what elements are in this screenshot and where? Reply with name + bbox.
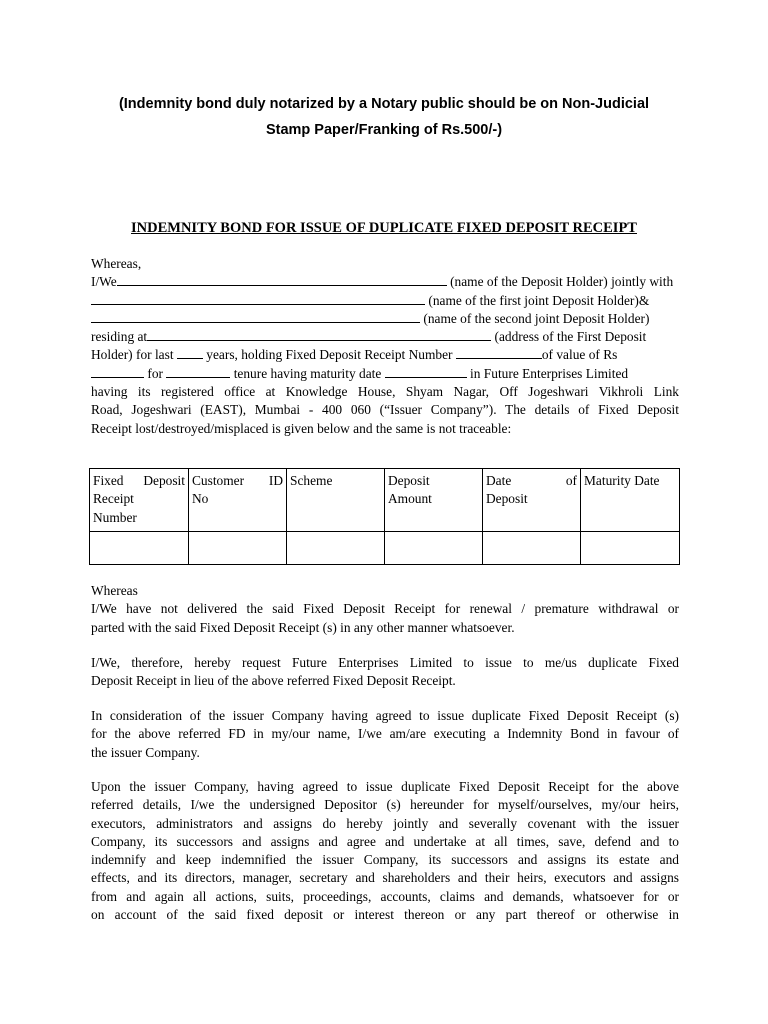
intro-line-lost: Receipt lost/destroyed/misplaced is given below and the same is not traceable:	[91, 420, 512, 436]
header-deposit-amount: Deposit Amount	[385, 469, 483, 532]
notarization-notice-line-1: (Indemnity bond duly notarized by a Notary public should be on Non-Judicial	[118, 96, 650, 112]
in-future-label: in Future Enterprises Limited	[470, 365, 629, 381]
years-blank[interactable]	[177, 346, 203, 359]
receipt-number-blank[interactable]	[456, 346, 542, 359]
cell-deposit-amount[interactable]	[385, 532, 483, 565]
intro-line-address	[91, 328, 679, 346]
second-joint-holder-blank[interactable]	[91, 310, 420, 323]
header-date-of-deposit: Date of Deposit	[483, 469, 581, 532]
iwe-label: I/We	[91, 274, 117, 290]
first-joint-holder-blank[interactable]	[91, 292, 425, 305]
intro-line-tenure	[91, 365, 679, 383]
maturity-date-blank[interactable]	[385, 365, 467, 378]
document-title-text: INDEMNITY BOND FOR ISSUE OF DUPLICATE FIXED DEPOSIT RECEIPT	[131, 220, 637, 236]
paragraph-request-duplicate	[91, 654, 679, 691]
address-label: (address of the First Deposit	[494, 329, 647, 345]
intro-line-deposit-holder	[91, 273, 679, 291]
para1-line-1: Whereas	[91, 583, 138, 598]
para1-line-2: I/We have not delivered the said Fixed Deposit Receipt for renewal / premature withdrawal or	[91, 601, 679, 617]
para4-line-8: on account of the said fixed deposit or interest thereon or any part thereof or otherwise in	[91, 907, 679, 923]
para4-line-6: effects, and its directors, manager, secretary and shareholders and their heirs, executors and assigns	[91, 870, 679, 886]
intro-section	[91, 255, 679, 438]
para3-line-1: In consideration of the issuer Company having agreed to issue duplicate Fixed Deposit Receipt (s)	[91, 708, 679, 723]
intro-line-second-joint	[91, 310, 679, 328]
para3-line-2: for the above referred FD in my/our name, I/we am/are executing a Indemnity Bond in favour of	[91, 726, 679, 742]
years-holding-label: years, holding Fixed Deposit Receipt Number	[206, 347, 453, 363]
tenure-label: tenure having maturity date	[233, 365, 382, 381]
header-maturity-date: Maturity Date	[581, 469, 680, 532]
para4-line-3: executors, administrators and assigns do hereby jointly and severally covenant with the issuer	[91, 815, 679, 831]
header-fd-receipt-number: Fixed Deposit Receipt Number	[90, 469, 189, 532]
para3-line-3: the issuer Company.	[91, 744, 200, 760]
intro-line-office: having its registered office at Knowledge House, Shyam Nagar, Off Jogeshwari Vikhroli Link	[91, 384, 679, 400]
deposit-holder-label: (name of the Deposit Holder) jointly with	[450, 274, 674, 290]
tenure-blank[interactable]	[166, 365, 230, 378]
for-label: for	[147, 365, 163, 381]
para4-line-7: from and again all actions, suits, proceedings, accounts, claims and demands, whatsoever for or	[91, 888, 679, 904]
header-scheme: Scheme	[287, 469, 385, 532]
intro-line-first-joint	[91, 292, 679, 310]
paragraph-whereas-not-delivered	[91, 582, 679, 637]
first-joint-holder-label: (name of the first joint Deposit Holder)&	[428, 292, 650, 308]
cell-customer-id[interactable]	[189, 532, 287, 565]
paragraph-indemnity-covenant	[91, 778, 679, 924]
para2-line-2: Deposit Receipt in lieu of the above referred Fixed Deposit Receipt.	[91, 673, 456, 689]
cell-fd-receipt-number[interactable]	[90, 532, 189, 565]
cell-scheme[interactable]	[287, 532, 385, 565]
paragraph-consideration	[91, 707, 679, 762]
notarization-notice-line-2: Stamp Paper/Franking of Rs.500/-)	[265, 122, 503, 138]
para4-line-4: Company, its successors and assigns and agree and undertake at all times, save, defend and to	[91, 833, 679, 849]
address-blank[interactable]	[147, 328, 491, 341]
intro-line-address-company: Road, Jogeshwari (EAST), Mumbai - 400 060 (“Issuer Company”). The details of Fixed Deposit	[91, 402, 679, 418]
of-value-label: of value of Rs	[541, 347, 618, 363]
second-joint-holder-label: (name of the second joint Deposit Holder)	[423, 310, 650, 326]
header-customer-id: Customer ID No	[189, 469, 287, 532]
table-row	[90, 532, 680, 565]
cell-date-of-deposit[interactable]	[483, 532, 581, 565]
para4-line-5: indemnify and keep indemnified the issuer Company, its successors and assigns its estate and	[91, 852, 679, 868]
residing-at-label: residing at	[91, 329, 148, 345]
cell-maturity-date[interactable]	[581, 532, 680, 565]
holder-for-last-label: Holder) for last	[91, 347, 174, 363]
para2-line-1: I/We, therefore, hereby request Future Enterprises Limited to issue to me/us duplicate Fixed	[91, 655, 679, 670]
intro-line-whereas: Whereas,	[91, 256, 142, 271]
table-header-row	[90, 469, 680, 532]
para4-line-2: referred details, I/we the undersigned Depositor (s) hereunder for myself/ourselves, my/our heirs,	[91, 797, 679, 813]
value-blank[interactable]	[91, 365, 144, 378]
para1-line-3: parted with the said Fixed Deposit Receipt (s) in any other manner whatsoever.	[91, 619, 515, 635]
fixed-deposit-details-table	[89, 468, 680, 565]
para4-line-1: Upon the issuer Company, having agreed to issue duplicate Fixed Deposit Receipt for the above	[91, 779, 679, 794]
document-title	[80, 219, 688, 237]
deposit-holder-name-blank[interactable]	[117, 273, 447, 286]
intro-line-receipt-number	[91, 346, 679, 364]
